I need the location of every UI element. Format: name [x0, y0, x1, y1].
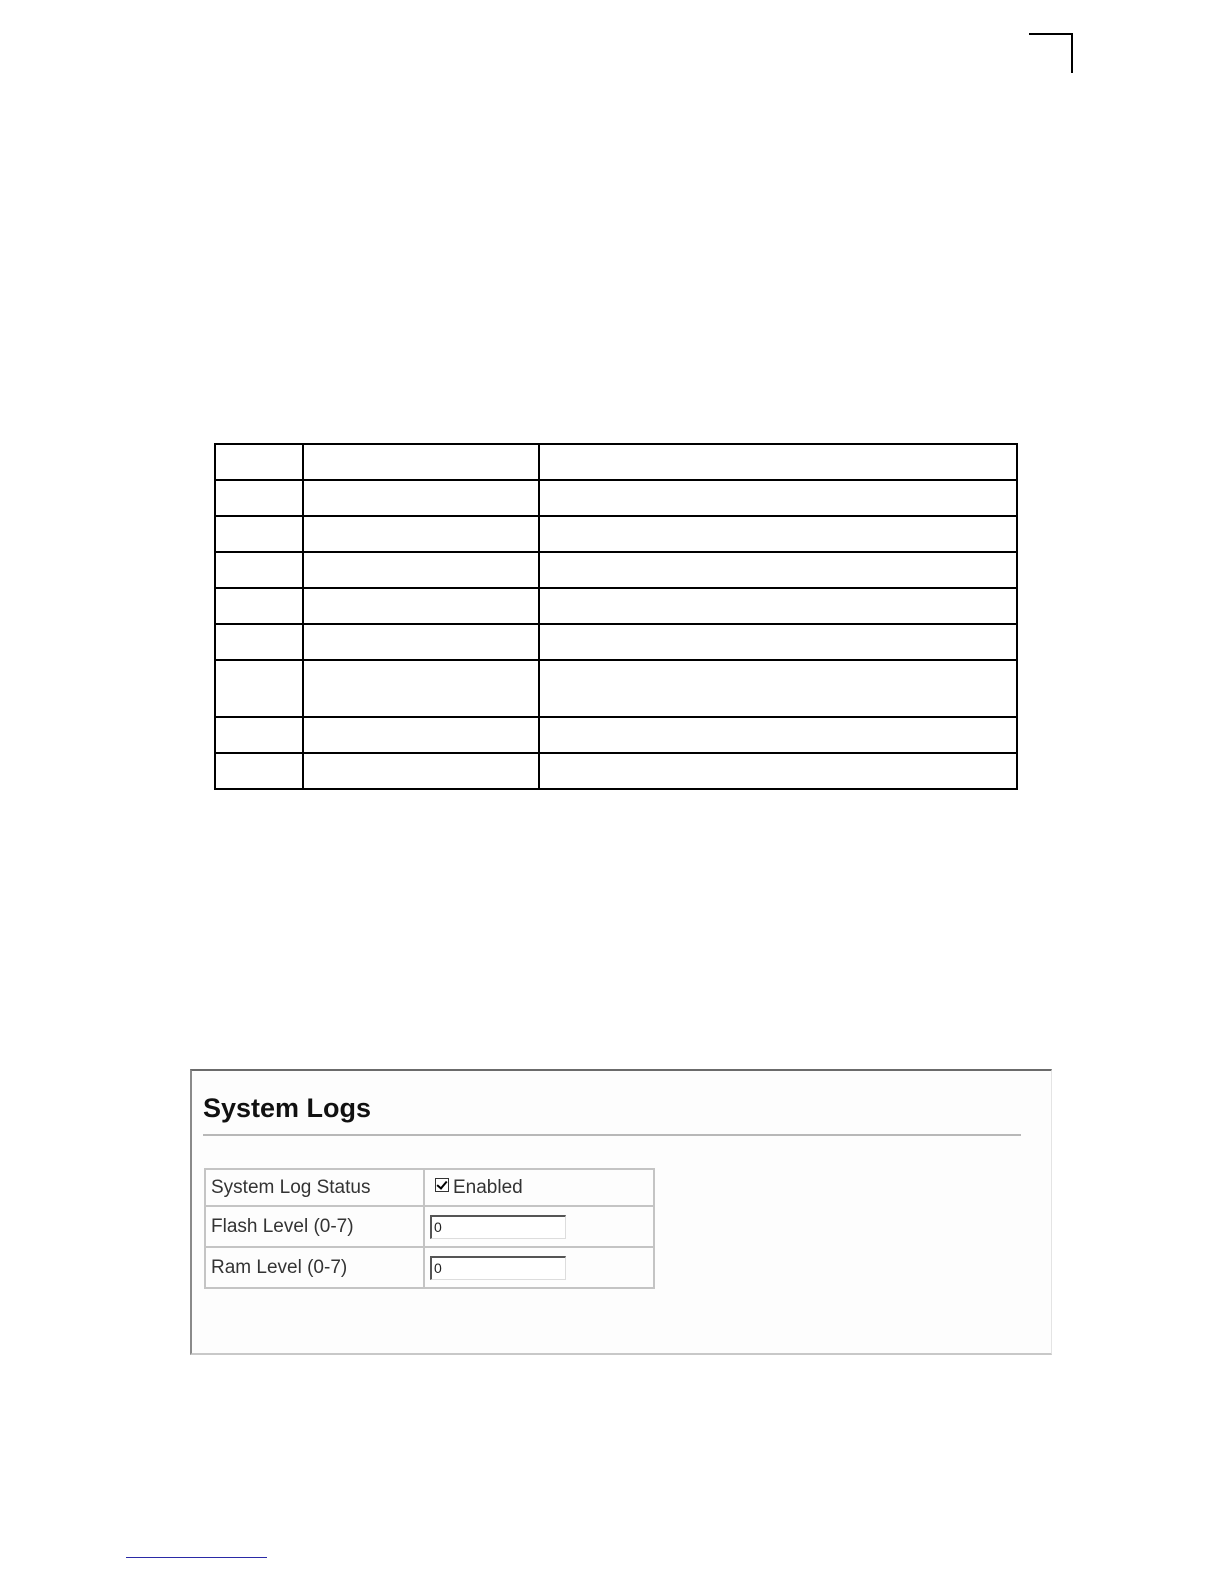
footer-link-underline[interactable] — [126, 1557, 267, 1558]
logging-levels-table — [214, 443, 1018, 790]
status-cell — [424, 1169, 654, 1206]
enabled-checkbox[interactable] — [435, 1178, 449, 1192]
table-row — [215, 552, 1017, 588]
panel-title: System Logs — [203, 1093, 372, 1123]
ram-level-cell — [424, 1247, 654, 1288]
form-row-flash-level — [205, 1206, 654, 1247]
form-row-ram-level — [205, 1247, 654, 1288]
flash-level-cell — [424, 1206, 654, 1247]
ram-level-input[interactable] — [430, 1256, 566, 1280]
system-logs-form — [204, 1168, 655, 1289]
table-row — [215, 444, 1017, 480]
flash-level-input[interactable] — [430, 1215, 566, 1239]
table-row — [215, 480, 1017, 516]
table-row — [215, 717, 1017, 753]
flash-level-label: Flash Level (0-7) — [205, 1206, 424, 1247]
title-divider — [203, 1134, 1021, 1136]
table-row — [215, 516, 1017, 552]
form-row-status — [205, 1169, 654, 1206]
system-logs-screenshot-panel — [190, 1069, 1052, 1355]
status-label: System Log Status — [205, 1169, 424, 1206]
table-row — [215, 624, 1017, 660]
table-row — [215, 660, 1017, 717]
crop-mark — [1029, 33, 1073, 73]
enabled-label: Enabled — [453, 1176, 523, 1198]
ram-level-label: Ram Level (0-7) — [205, 1247, 424, 1288]
table-row — [215, 588, 1017, 624]
table-row — [215, 753, 1017, 789]
